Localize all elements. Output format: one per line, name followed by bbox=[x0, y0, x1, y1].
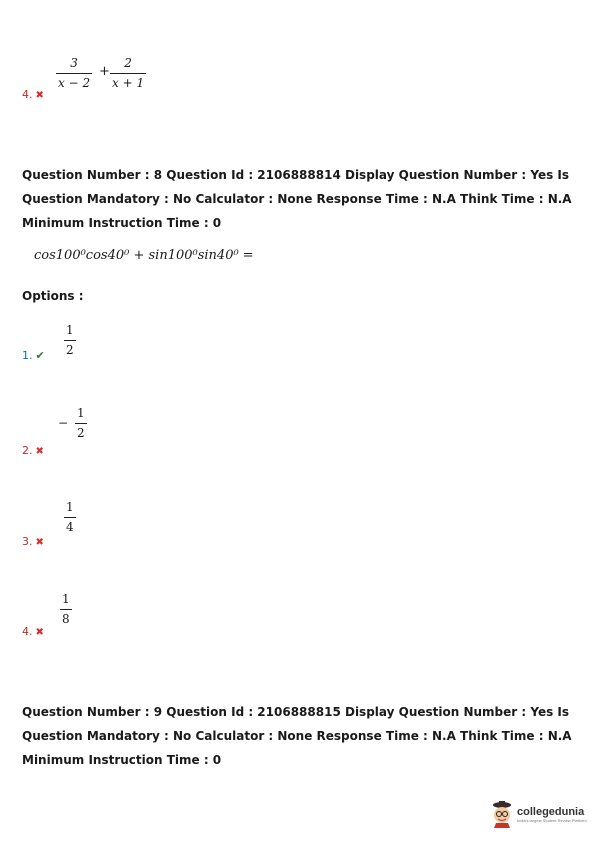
option-number: 2. bbox=[22, 444, 33, 457]
option-number: 3. bbox=[22, 535, 33, 548]
logo-tagline: India's largest Student Review Platform bbox=[517, 817, 587, 823]
numerator: 1 bbox=[77, 406, 85, 420]
option-2-label[interactable] bbox=[22, 444, 44, 457]
denominator: x + 1 bbox=[112, 76, 145, 90]
wrong-icon: ✖ bbox=[35, 537, 44, 548]
question-8-info: Question Number : 8 Question Id : 2106888814 Display Question Number : Yes Is Question Mandatory : No Calculator : None Response Time : N.A Think Time : N.A Minimum Instruction Time : 0 bbox=[22, 168, 572, 230]
wrong-icon: ✖ bbox=[35, 627, 44, 638]
option-1-label[interactable] bbox=[22, 349, 45, 362]
option-number: 4. bbox=[22, 625, 33, 638]
question-9-info: Question Number : 9 Question Id : 2106888815 Display Question Number : Yes Is Question Mandatory : No Calculator : None Response Time : N.A Think Time : N.A Minimum Instruction Time : 0 bbox=[22, 705, 572, 767]
wrong-icon: ✖ bbox=[35, 90, 44, 101]
minus-sign: − bbox=[58, 416, 69, 430]
prev-option-label bbox=[22, 88, 44, 101]
numerator: 1 bbox=[66, 323, 74, 337]
logo-name: collegedunia bbox=[517, 805, 585, 818]
collegedunia-logo bbox=[490, 800, 587, 828]
option-3-fraction bbox=[64, 500, 76, 534]
prev-option-frac-1 bbox=[56, 56, 92, 90]
numerator: 3 bbox=[70, 56, 78, 70]
question-8-expression: cos100⁰cos40⁰ + sin100⁰sin40⁰ = bbox=[34, 248, 254, 263]
numerator: 1 bbox=[62, 592, 70, 606]
mascot-icon bbox=[490, 800, 514, 828]
option-number: 4. bbox=[22, 88, 33, 101]
denominator: 4 bbox=[66, 520, 74, 534]
denominator: 2 bbox=[66, 343, 74, 357]
denominator: x − 2 bbox=[58, 76, 91, 90]
numerator: 1 bbox=[66, 500, 74, 514]
option-2-fraction bbox=[75, 406, 87, 440]
plus-operator: + bbox=[99, 64, 110, 79]
numerator: 2 bbox=[124, 56, 132, 70]
option-number: 1. bbox=[22, 349, 33, 362]
prev-option-frac-2 bbox=[110, 56, 146, 90]
option-4-fraction bbox=[60, 592, 72, 626]
denominator: 8 bbox=[62, 612, 70, 626]
option-3-label[interactable] bbox=[22, 535, 44, 548]
option-1-fraction bbox=[64, 323, 76, 357]
correct-check-icon: ✔ bbox=[35, 349, 45, 362]
option-4-label[interactable] bbox=[22, 625, 44, 638]
options-heading: Options : bbox=[22, 289, 84, 303]
denominator: 2 bbox=[77, 426, 85, 440]
wrong-icon: ✖ bbox=[35, 446, 44, 457]
